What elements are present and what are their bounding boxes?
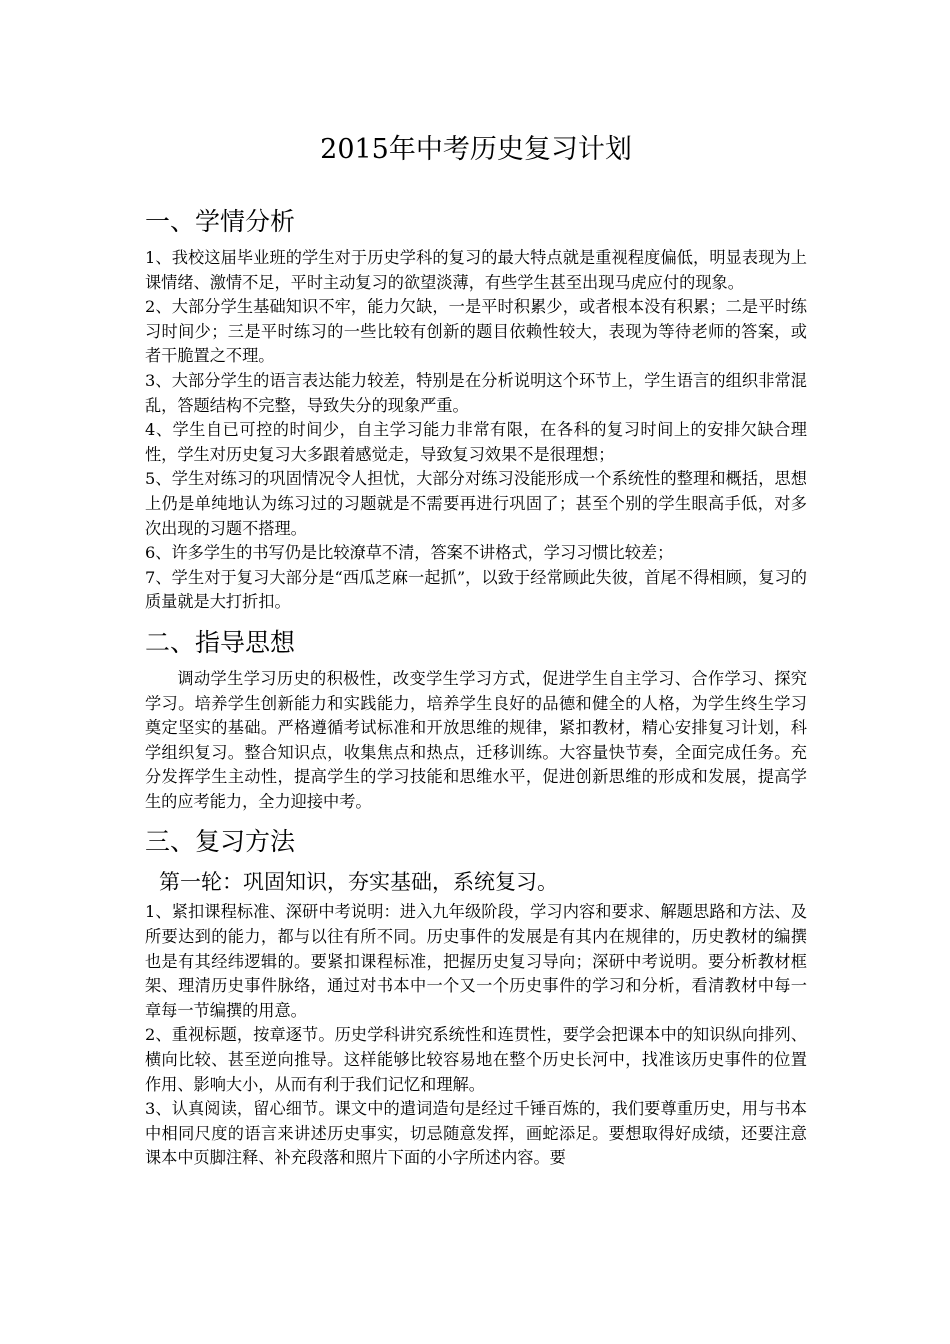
section-learning-analysis xyxy=(145,204,807,615)
paragraph: 1、我校这届毕业班的学生对于历史学科的复习的最大特点就是重视程度偏低，明显表现为上课情绪、激情不足，平时主动复习的欲望淡薄，有些学生甚至出现马虎应付的现象。 xyxy=(145,248,807,292)
section-review-methods xyxy=(145,824,807,1171)
paragraph: 3、大部分学生的语言表达能力较差，特别是在分析说明这个环节上，学生语言的组织非常混乱，答题结构不完整，导致失分的现象严重。 xyxy=(145,370,807,415)
section-heading: 三、复习方法 xyxy=(145,827,296,857)
paragraph: 7、学生对于复习大部分是“西瓜芝麻一起抓”，以致于经常顾此失彼，首尾不得相顾，复习的质量就是大打折扣。 xyxy=(145,567,807,612)
paragraph: 3、认真阅读，留心细节。课文中的遣词造句是经过千锤百炼的，我们要尊重历史，用与书本中相同尺度的语言来讲述历史事实，切忌随意发挥，画蛇添足。要想取得好成绩，还要注意课本中页脚注释、补充段落和照片下面的小字所述内容。要 xyxy=(145,1099,807,1168)
paragraph: 6、许多学生的书写仍是比较潦草不清，答案不讲格式，学习习惯比较差； xyxy=(145,543,674,563)
paragraph: 2、大部分学生基础知识不牢，能力欠缺，一是平时积累少，或者根本没有积累；二是平时练习时间少；三是平时练习的一些比较有创新的题目依赖性较大，表现为等待老师的答案，或者干脆置之不理。 xyxy=(145,297,807,366)
paragraph: 2、重视标题，按章逐节。历史学科讲究系统性和连贯性，要学会把课本中的知识纵向排列、横向比较、甚至逆向推导。这样能够比较容易地在整个历史长河中，找准该历史事件的位置作用、影响大小，从而有利于我们记忆和理解。 xyxy=(145,1025,807,1094)
sub-heading: 第一轮：巩固知识，夯实基础，系统复习。 xyxy=(159,870,558,895)
paragraph: 5、学生对练习的巩固情况令人担忧，大部分对练习没能形成一个系统性的整理和概括，思想上仍是单纯地认为练习过的习题就是不需要再进行巩固了；甚至个别的学生眼高手低，对多次出现的习题不搭理。 xyxy=(145,469,807,538)
section-heading: 二、指导思想 xyxy=(145,627,296,657)
document-title: 2015年中考历史复习计划 xyxy=(320,134,632,165)
section-guiding-ideology xyxy=(145,625,807,815)
section-heading: 一、学情分析 xyxy=(145,207,296,236)
paragraph: 调动学生学习历史的积极性，改变学生学习方式，促进学生自主学习、合作学习、探究学习。培养学生创新能力和实践能力，培养学生良好的品德和健全的人格，为学生终生学习奠定坚实的基础。严格遵循考试标准和开放思维的规律，紧扣教材，精心安排复习计划，科学组织复习。整合知识点，收集焦点和热点，迁移训练。大容量快节奏，全面完成任务。充分发挥学生主动性，提高学生的学习技能和思维水平，促进创新思维的形成和发展，提高学生的应考能力，全力迎接中考。 xyxy=(145,668,807,811)
paragraph: 4、学生自已可控的时间少，自主学习能力非常有限，在各科的复习时间上的安排欠缺合理性，学生对历史复习大多跟着感觉走，导致复习效果不是很理想； xyxy=(145,420,807,464)
paragraph: 1、紧扣课程标准、深研中考说明：进入九年级阶段，学习内容和要求、解题思路和方法、及所要达到的能力，都与以往有所不同。历史事件的发展是有其内在规律的，历史教材的编撰也是有其经纬逻辑的。要紧扣课程标准，把握历史复习导向；深研中考说明。要分析教材框架、理清历史事件脉络，通过对书本中一个又一个历史事件的学习和分析，看清教材中每一章每一节编撰的用意。 xyxy=(145,902,807,1020)
document-body xyxy=(145,130,807,1171)
